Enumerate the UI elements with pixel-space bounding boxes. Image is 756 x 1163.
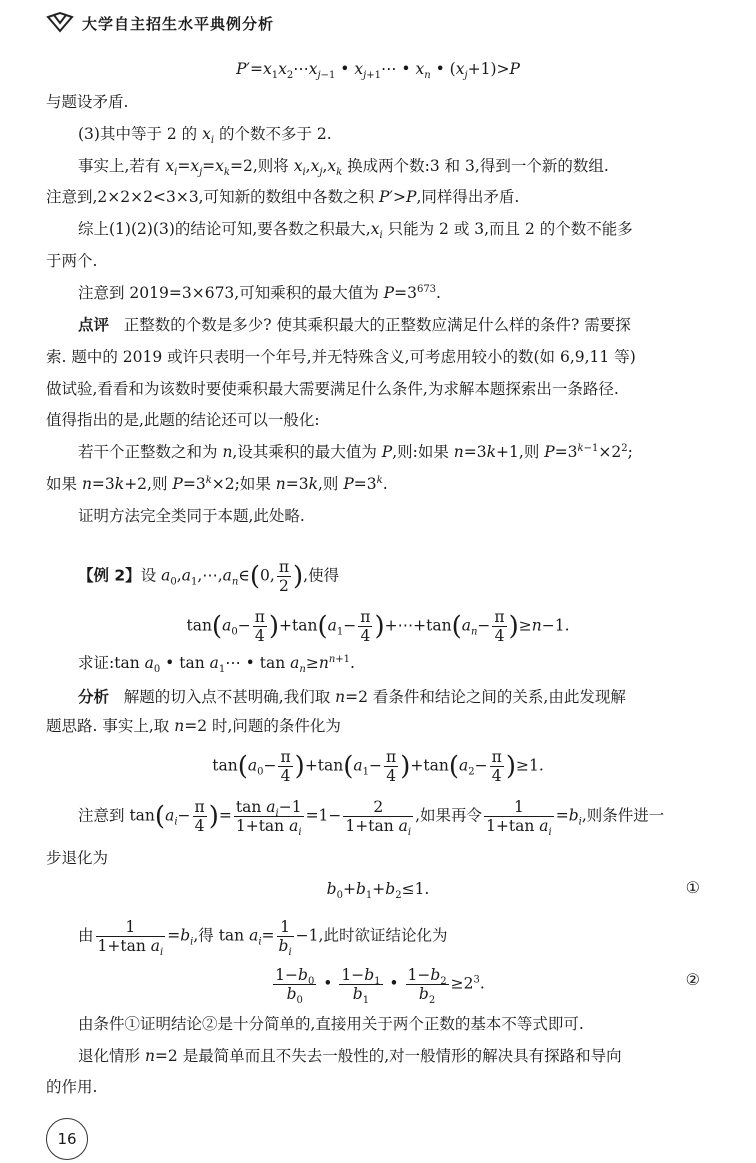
comment-line: 做试验,看看和为该数时要使乘积最大需要满足什么条件,为求解本题探索出一条路径. [46,380,619,398]
page-number: 16 [46,1118,88,1160]
equation-2-number: ② [685,970,700,989]
analysis-note: 注意到 $\tan(a_i-$ $\frac{\pi}{4}$ )= $\frac{\tan a_i-1}{1+\tan a_i}$ =1− $\frac{2}{1+\tan a_i}$ ,如果再令 $\frac{1}{1+\tan a_i}$ $=b_i$,则条件进一 [78,798,665,839]
analysis-label: 分析 [78,688,110,706]
analysis-line: 的作用. [46,1078,98,1096]
comment-label: 点评 [78,316,110,334]
text-line: 注意到,2×2×2<3×3,可知新的数组中各数之积 P′>P,同样得出矛盾. [46,188,520,206]
prove-statement: 求证:tan $a_0$ • $\tan a_1\cdots$ • $\tan a_n\ge n^{n+1}$. [78,653,355,676]
text-line: 综上(1)(2)(3)的结论可知,要各数之积最大$,x_i$ 只能为 2 或 3,而且 2 的个数不能多 [78,220,633,242]
text-line: 注意到 2019=3×673,可知乘积的最大值为 $P=3^{673}$. [78,283,441,302]
analysis-line: 由条件①证明结论②是十分简单的,直接用关于两个正数的基本不等式即可. [78,1015,584,1033]
equation-1-number: ① [685,878,700,897]
text-line: (3)其中等于 2 的 $x_i$ 的个数不多于 2. [78,125,332,147]
analysis-line: 分析 解题的切入点不甚明确,我们取 n=2 看条件和结论之间的关系,由此发现解 [78,688,626,706]
equation-1: $b_0+b_1+b_2\le 1$. [326,880,430,902]
comment-line: 值得指出的是,此题的结论还可以一般化: [46,411,320,429]
comment-line: 证明方法完全类同于本题,此处略. [78,507,305,525]
analysis-line: 退化情形 n=2 是最简单而且不失去一般性的,对一般情形的解决具有探路和导向 [78,1047,622,1065]
book-logo-icon [46,11,74,35]
analysis-line: 题思路. 事实上,取 n=2 时,问题的条件化为 [46,717,341,735]
comment-line: 若干个正整数之和为 n,设其乘积的最大值为 P,则:如果 n=3k+1,则 $P=3^{k-1}\times 2^2$; [78,442,633,461]
book-title: 大学自主招生水平典例分析 [82,14,275,33]
formula-p-prime: $P'=x_1x_2\cdots x_{j-1}$ • $x_{j+1}\cdots$ • $x_n$ • $(x_j+1)>P$ [236,60,520,82]
example-label: 【例 2】 [78,566,141,585]
comment-line: 索. 题中的 2019 或许只表明一个年号,并无特殊含义,可考虑用较小的数(如 6,9,11 等) [46,348,636,366]
analysis-line: 步退化为 [46,849,109,867]
text-line: 于两个. [46,252,98,270]
equation-2: $\frac{1-b_0}{b_0}$ • $\frac{1-b_1}{b_1}$ • $\frac{1-b_2}{b_2}$ $\ge 2^3$. [275,966,485,1007]
analysis-line: 由 $\frac{1}{1+\tan a_i}$ $=b_i$,得 $\tan a_i=$ $\frac{1}{b_i}$ −1,此时欲证结论化为 [78,918,448,959]
example-2-statement: 【例 2】设 $a_0,a_1,\cdots,a_n\in(0$, $\frac{\pi}{2}$ ),使得 [78,558,340,595]
comment-line: 如果 n=3k+2,则 $P=3^k\times 2$;如果 n=3k,则 $P=3^k$. [46,474,388,493]
comment-line: 点评 正整数的个数是多少? 使其乘积最大的正整数应满足什么样的条件? 需要探 [78,316,631,334]
text-line: 事实上,若有 $x_i=x_j=x_k=2$,则将 $x_i,x_j,x_k$ 换成两个数:3 和 3,得到一个新的数组. [78,157,609,179]
equation-main: $\tan(a_0-$ $\frac{\pi}{4}$ )$+\tan(a_1-$ $\frac{\pi}{4}$ )$+\cdots+\tan(a_n-$ $\frac{\pi}{4}$ )≥n−1. [186,608,570,645]
equation-n2: $\tan(a_0-$ $\frac{\pi}{4}$ )$+\tan(a_1-$ $\frac{\pi}{4}$ )$+\tan(a_2-$ $\frac{\pi}{4}$ )≥1. [212,748,544,785]
text-line: 与题设矛盾. [46,93,129,111]
running-header [46,8,274,38]
